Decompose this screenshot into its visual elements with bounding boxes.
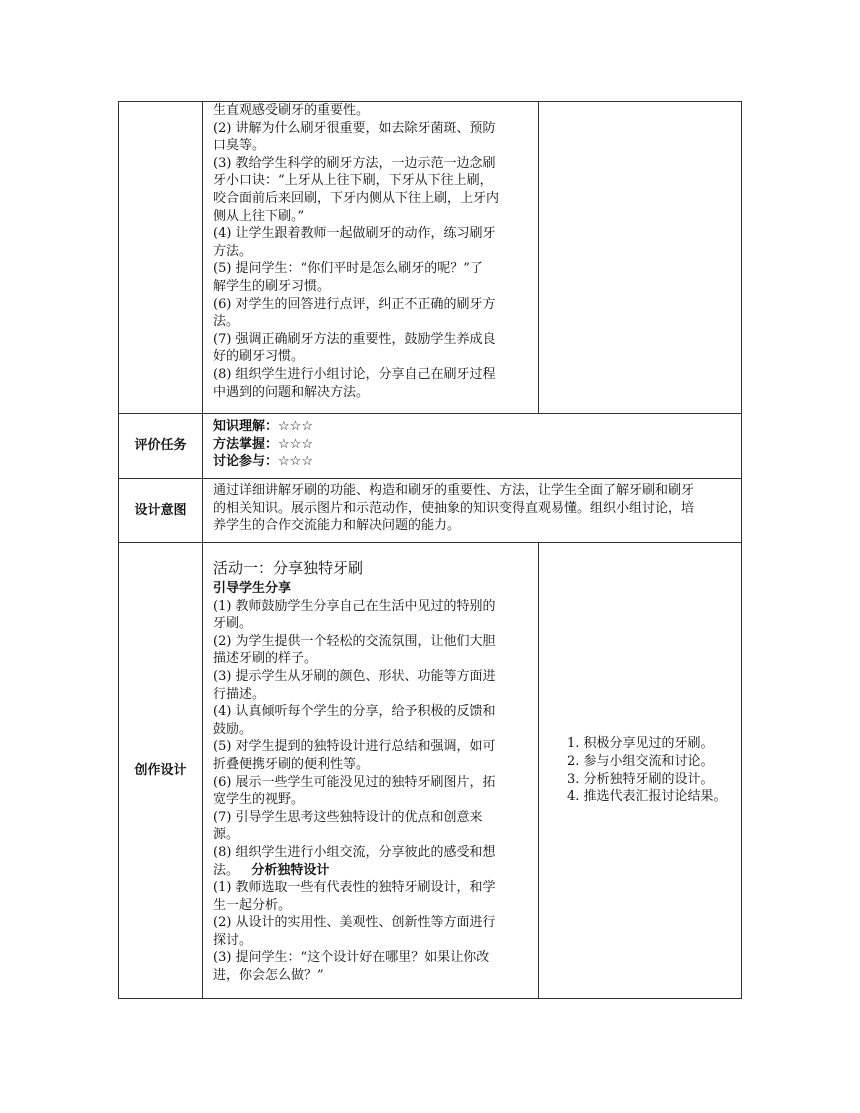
evaluation-item-name: 知识理解：: [213, 419, 279, 434]
continued-line: 法。: [213, 314, 240, 330]
section2-lines: [213, 879, 528, 985]
continued-right-cell: [539, 102, 742, 414]
evaluation-item-name: 方法掌握：: [213, 436, 279, 452]
student-task-item: 2. 参与小组交流和讨论。: [567, 753, 714, 769]
continued-line: 好的刷牙习惯。: [213, 349, 305, 365]
section1-line: 牙刷。: [213, 616, 253, 632]
design-intent-label: 设计意图: [119, 479, 203, 543]
section-title-guide-sharing: 引导学生分享: [213, 581, 292, 596]
continued-line: (3) 教给学生科学的刷牙方法，一边示范一边念刷: [213, 155, 496, 171]
section1-line: 折叠便携牙刷的便利性等。: [213, 756, 370, 772]
section1-line: (7) 引导学生思考这些独特设计的优点和创意来: [213, 809, 483, 825]
continued-content-cell: [203, 102, 539, 414]
continued-line: 解学生的刷牙习惯。: [213, 278, 331, 294]
design-intent-content: [203, 479, 742, 543]
section1-line: [213, 862, 528, 880]
section1-line: 宽学生的视野。: [213, 792, 305, 808]
section2-line: 进，你会怎么做？”: [213, 968, 324, 984]
continued-line: 咬合面前后来回刷，下牙内侧从下往上刷，上牙内: [213, 190, 500, 206]
section1-line: (2) 为学生提供一个轻松的交流氛围，让他们大胆: [213, 633, 496, 649]
section2-line: (1) 教师选取一些有代表性的独特牙刷设计，和学: [213, 880, 496, 896]
student-tasks-cell: [539, 543, 742, 999]
section1-lines: [213, 598, 528, 844]
continued-line: (4) 让学生跟着教师一起做刷牙的动作，练习刷牙: [213, 226, 496, 242]
continued-line: 侧从上往下刷。”: [213, 208, 305, 224]
section2-line: (2) 从设计的实用性、美观性、创新性等方面进行: [213, 915, 496, 931]
design-intent-line: 的相关知识。展示图片和示范动作，使抽象的知识变得直观易懂。组织小组讨论，培: [213, 500, 695, 516]
evaluation-item: [213, 436, 731, 454]
creative-design-label: 创作设计: [119, 543, 203, 999]
lesson-plan-table: [118, 101, 742, 999]
continued-line: 口臭等。: [213, 138, 266, 154]
section1-line: (5) 对学生提到的独特设计进行总结和强调，如可: [213, 739, 496, 755]
star-rating: ☆☆☆: [278, 454, 313, 470]
evaluation-item: [213, 453, 731, 471]
continued-line: 方法。: [213, 243, 253, 259]
section1-line: (3) 提示学生从牙刷的颜色、形状、功能等方面进: [213, 668, 496, 684]
creative-design-row: [119, 543, 742, 999]
continued-line: 中遇到的问题和解决方法。: [213, 384, 370, 400]
continued-line: (2) 讲解为什么刷牙很重要，如去除牙菌斑、预防: [213, 120, 496, 136]
section1-line: 鼓励。: [213, 721, 253, 737]
continued-row: [119, 102, 742, 414]
continued-label-cell: [119, 102, 203, 414]
student-tasks-list: [549, 735, 731, 805]
section2-line: 探讨。: [213, 932, 253, 948]
section1-last-line: (8) 组织学生进行小组交流，分享彼此的感受和想: [213, 844, 496, 860]
section1-line: 源。: [213, 827, 240, 843]
section1-line: 行描述。: [213, 686, 266, 702]
evaluation-item: [213, 418, 731, 436]
star-rating: ☆☆☆: [278, 436, 313, 452]
section1-last-line-tail: 法。: [213, 862, 240, 878]
section1-line: (1) 教师鼓励学生分享自己在生活中见过的特别的: [213, 598, 496, 614]
continued-line: (5) 提问学生：“你们平时是怎么刷牙的呢？”了: [213, 261, 483, 277]
section1-line: 描述牙刷的样子。: [213, 651, 318, 667]
student-task-item: 4. 推选代表汇报讨论结果。: [567, 789, 727, 805]
section1-line: [213, 844, 528, 862]
continued-line: (8) 组织学生进行小组讨论，分享自己在刷牙过程: [213, 366, 496, 382]
section1-line: (6) 展示一些学生可能没见过的独特牙刷图片，拓: [213, 774, 496, 790]
continued-line: (6) 对学生的回答进行点评，纠正不正确的刷牙方: [213, 296, 496, 312]
design-intent-line: 通过详细讲解牙刷的功能、构造和刷牙的重要性、方法，让学生全面了解牙刷和刷牙: [213, 483, 695, 498]
design-intent-row: [119, 479, 742, 543]
evaluation-row: [119, 414, 742, 479]
star-rating: ☆☆☆: [278, 419, 313, 434]
evaluation-item-name: 讨论参与：: [213, 454, 279, 470]
section2-line: (3) 提问学生：“这个设计好在哪里？如果让你改: [213, 950, 490, 966]
activity-title: 活动一：分享独特牙刷: [213, 559, 364, 577]
student-task-item: 1. 积极分享见过的牙刷。: [567, 736, 714, 752]
creative-design-content: [203, 543, 539, 999]
section-title-analyze-design: 分析独特设计: [251, 862, 330, 878]
continued-line: 生直观感受刷牙的重要性。: [213, 103, 370, 118]
evaluation-content: [203, 414, 742, 479]
section1-line: (4) 认真倾听每个学生的分享，给予积极的反馈和: [213, 704, 496, 720]
continued-line: 牙小口诀：“上牙从上往下刷，下牙从下往上刷，: [213, 173, 493, 189]
continued-line: (7) 强调正确刷牙方法的重要性，鼓励学生养成良: [213, 331, 496, 347]
design-intent-line: 养学生的合作交流能力和解决问题的能力。: [213, 518, 461, 534]
section2-line: 生一起分析。: [213, 897, 292, 913]
evaluation-label: 评价任务: [119, 414, 203, 479]
continued-lines: [213, 102, 528, 401]
student-task-item: 3. 分析独特牙刷的设计。: [567, 771, 714, 787]
